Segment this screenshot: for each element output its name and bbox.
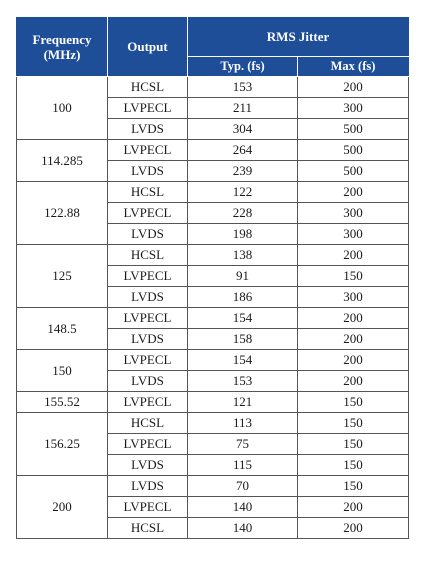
table-row — [17, 476, 409, 497]
output-cell: LVPECL — [108, 98, 188, 119]
output-cell: LVPECL — [108, 434, 188, 455]
max-cell: 200 — [298, 308, 409, 329]
frequency-cell: 200 — [17, 476, 108, 539]
typ-cell: 91 — [188, 266, 298, 287]
typ-cell: 154 — [188, 350, 298, 371]
typ-cell: 140 — [188, 497, 298, 518]
max-header: Max (fs) — [298, 57, 409, 77]
max-cell: 200 — [298, 518, 409, 539]
max-cell: 150 — [298, 392, 409, 413]
output-cell: HCSL — [108, 77, 188, 98]
typ-cell: 186 — [188, 287, 298, 308]
output-cell: LVPECL — [108, 392, 188, 413]
table-row — [17, 392, 409, 413]
output-cell: LVPECL — [108, 350, 188, 371]
typ-cell: 122 — [188, 182, 298, 203]
frequency-cell: 148.5 — [17, 308, 108, 350]
output-cell: HCSL — [108, 245, 188, 266]
output-cell: LVPECL — [108, 203, 188, 224]
max-cell: 200 — [298, 350, 409, 371]
typ-header: Typ. (fs) — [188, 57, 298, 77]
typ-cell: 70 — [188, 476, 298, 497]
frequency-header — [17, 18, 108, 77]
frequency-cell: 100 — [17, 77, 108, 140]
output-cell: LVDS — [108, 455, 188, 476]
max-cell: 150 — [298, 455, 409, 476]
max-cell: 150 — [298, 476, 409, 497]
max-cell: 500 — [298, 119, 409, 140]
max-cell: 150 — [298, 266, 409, 287]
typ-cell: 154 — [188, 308, 298, 329]
frequency-header-label: Frequency — [32, 32, 92, 47]
max-cell: 500 — [298, 161, 409, 182]
typ-cell: 304 — [188, 119, 298, 140]
max-cell: 300 — [298, 287, 409, 308]
typ-cell: 115 — [188, 455, 298, 476]
output-cell: HCSL — [108, 518, 188, 539]
output-cell: LVPECL — [108, 308, 188, 329]
frequency-header-unit: (MHz) — [43, 47, 81, 62]
output-cell: LVDS — [108, 371, 188, 392]
typ-cell: 153 — [188, 371, 298, 392]
table-body — [17, 77, 409, 539]
max-cell: 200 — [298, 182, 409, 203]
table-row — [17, 350, 409, 371]
typ-cell: 158 — [188, 329, 298, 350]
typ-cell: 239 — [188, 161, 298, 182]
typ-cell: 138 — [188, 245, 298, 266]
table-row — [17, 245, 409, 266]
typ-cell: 121 — [188, 392, 298, 413]
max-cell: 300 — [298, 98, 409, 119]
frequency-cell: 122.88 — [17, 182, 108, 245]
output-cell: LVPECL — [108, 266, 188, 287]
table-row — [17, 140, 409, 161]
max-cell: 150 — [298, 413, 409, 434]
table-row — [17, 308, 409, 329]
typ-cell: 140 — [188, 518, 298, 539]
output-cell: LVDS — [108, 287, 188, 308]
max-cell: 500 — [298, 140, 409, 161]
typ-cell: 153 — [188, 77, 298, 98]
output-header: Output — [108, 18, 188, 77]
typ-cell: 211 — [188, 98, 298, 119]
typ-cell: 264 — [188, 140, 298, 161]
frequency-cell: 156.25 — [17, 413, 108, 476]
output-cell: LVDS — [108, 329, 188, 350]
table-row — [17, 413, 409, 434]
max-cell: 200 — [298, 245, 409, 266]
output-cell: LVPECL — [108, 140, 188, 161]
output-cell: LVDS — [108, 476, 188, 497]
frequency-cell: 125 — [17, 245, 108, 308]
max-cell: 200 — [298, 77, 409, 98]
frequency-cell: 114.285 — [17, 140, 108, 182]
rms-jitter-table — [16, 17, 409, 539]
output-cell: LVDS — [108, 224, 188, 245]
typ-cell: 75 — [188, 434, 298, 455]
frequency-cell: 150 — [17, 350, 108, 392]
max-cell: 300 — [298, 203, 409, 224]
typ-cell: 113 — [188, 413, 298, 434]
table-row — [17, 182, 409, 203]
output-cell: HCSL — [108, 413, 188, 434]
output-cell: HCSL — [108, 182, 188, 203]
max-cell: 200 — [298, 497, 409, 518]
output-cell: LVDS — [108, 119, 188, 140]
max-cell: 150 — [298, 434, 409, 455]
typ-cell: 198 — [188, 224, 298, 245]
output-cell: LVDS — [108, 161, 188, 182]
max-cell: 200 — [298, 371, 409, 392]
max-cell: 200 — [298, 329, 409, 350]
typ-cell: 228 — [188, 203, 298, 224]
rms-jitter-header: RMS Jitter — [188, 18, 409, 57]
frequency-cell: 155.52 — [17, 392, 108, 413]
table-row — [17, 77, 409, 98]
max-cell: 300 — [298, 224, 409, 245]
output-cell: LVPECL — [108, 497, 188, 518]
